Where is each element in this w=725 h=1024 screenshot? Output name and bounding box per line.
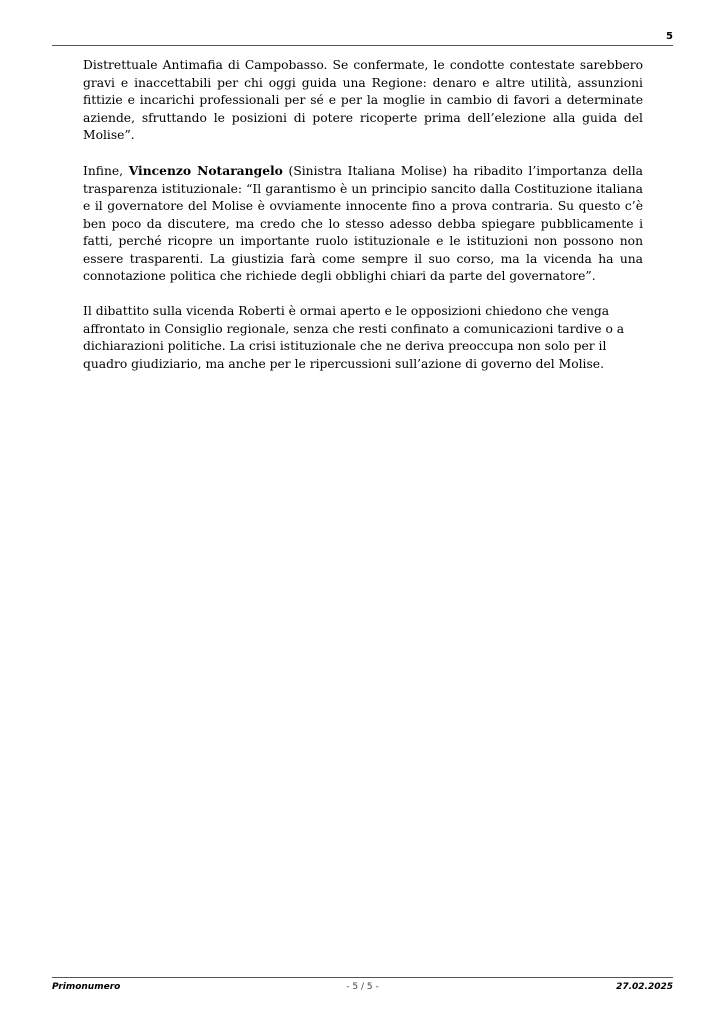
paragraph-2-text: (Sinistra Italiana Molise) ha ribadito l’importanza della trasparenza istituzionale: “Il garantismo è un principio sancito dalla Costituzione italiana e il governatore del Molise è ovviamente innocente fino a prova contraria. Su questo c’è ben poco da discutere, ma credo che lo stesso adesso debba spiegare pubblicamente i fatti, perché ricopre un importante ruolo istituzionale e le istituzioni non possono non essere trasparenti. La giustizia farà come sempre il suo corso, ma la vicenda ha una connotazione politica che richiede degli obblighi chiari da parte del governatore”. <box>83 164 643 283</box>
paragraph-3: Il dibattito sulla vicenda Roberti è ormai aperto e le opposizioni chiedono che venga affrontato in Consiglio regionale, senza che resti confinato a comunicazioni tardive o a dichiarazioni politiche. La crisi istituzionale che ne deriva preoccupa non solo per il quadro giudiziario, ma anche per le ripercussioni sull’azione di governo del Molise. <box>83 304 625 371</box>
header-divider <box>52 45 673 46</box>
footer-divider <box>52 977 673 978</box>
footer-date: 27.02.2025 <box>616 982 673 992</box>
paragraph-2 <box>83 162 643 286</box>
paragraph-2-prefix: Infine, <box>83 164 129 178</box>
footer <box>52 982 673 996</box>
article-body <box>83 57 643 391</box>
footer-page-indicator: - 5 / 5 - <box>346 982 379 992</box>
paragraph-1: Distrettuale Antimafia di Campobasso. Se confermate, le condotte contestate sarebbero gravi e inaccettabili per chi oggi guida una Regione: denaro e altre utilità, assunzioni fittizie e incarichi professionali per sé e per la moglie in cambio di favori a determinate aziende, sfruttando le posizioni di potere ricoperte prima dell’elezione alla guida del Molise”. <box>83 58 643 142</box>
page-number: 5 <box>666 31 673 42</box>
person-name: Vincenzo Notarangelo <box>128 163 283 178</box>
footer-source: Primonumero <box>52 982 121 992</box>
